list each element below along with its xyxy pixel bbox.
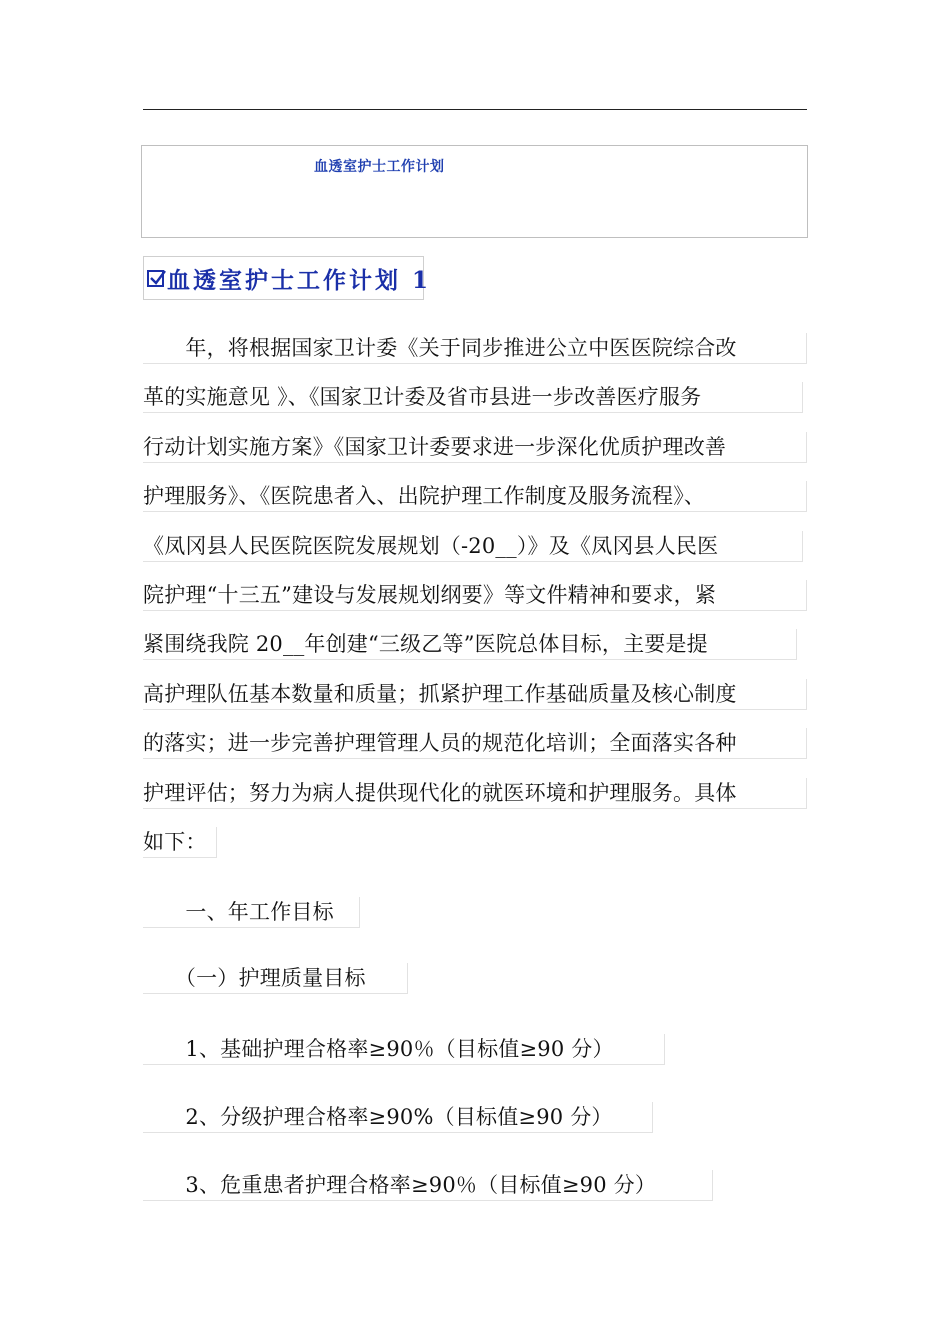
list-item: 1、基础护理合格率≥90％（目标值≥90 分） [143,1034,665,1065]
paragraph-line: 护理服务》、《医院患者入、出院护理工作制度及服务流程》、 [143,481,807,512]
document-header [141,145,808,238]
paragraph-line: 高护理队伍基本数量和质量；抓紧护理工作基础质量及核心制度 [143,679,807,710]
paragraph-line: 院护理“十三五”建设与发展规划纲要》等文件精神和要求，紧 [143,580,807,611]
header-rule [143,109,807,110]
paragraph-line: 革的实施意见 》、《国家卫计委及省市县进一步改善医疗服务 [143,382,803,413]
list-item: 一、年工作目标 [143,897,360,928]
paragraph-line: 《凤冈县人民医院医院发展规划（-20__）》及《凤冈县人民医 [143,531,803,562]
paragraph-line: 如下： [143,827,217,858]
paragraph-line: 护理评估；努力为病人提供现代化的就医环境和护理服务。具体 [143,778,807,809]
paragraph-line: 紧围绕我院 20__年创建“三级乙等”医院总体目标，主要是提 [143,629,797,660]
list-item: 3、危重患者护理合格率≥90％（目标值≥90 分） [143,1170,713,1201]
header-title: 血透室护士工作计划 [314,159,445,175]
section-heading [143,256,432,300]
paragraph-line: 行动计划实施方案》《国家卫计委要求进一步深化优质护理改善 [143,432,807,463]
section-heading-text: 血透室护士工作计划 1 [167,266,432,294]
list-item: 2、分级护理合格率≥90%（目标值≥90 分） [143,1102,653,1133]
paragraph-line: 年，将根据国家卫计委《关于同步推进公立中医医院综合改 [143,333,807,364]
checkbox-icon [147,270,164,287]
paragraph-line: 的落实；进一步完善护理管理人员的规范化培训；全面落实各种 [143,728,807,759]
list-item: （一）护理质量目标 [143,963,408,994]
